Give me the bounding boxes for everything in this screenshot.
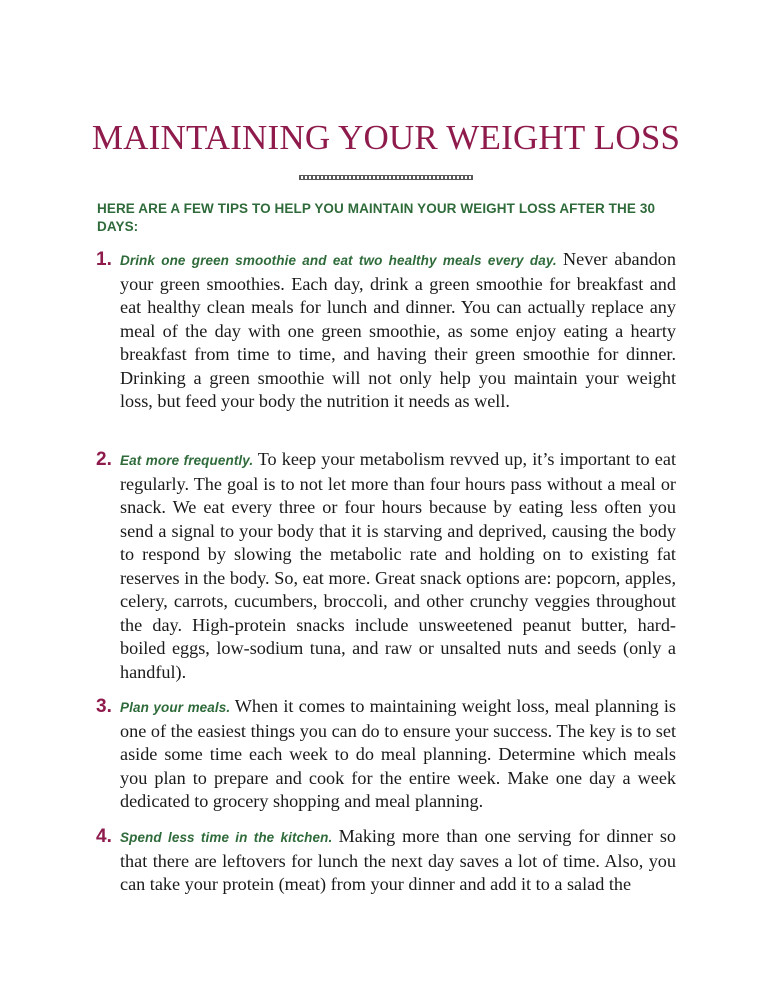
tip-number: 4. [96, 826, 112, 847]
tip-item [96, 248, 676, 414]
tip-item [96, 448, 676, 684]
tip-heading: Spend less time in the kitchen. [120, 830, 339, 845]
tip-body: To keep your metabolism revved up, it’s important to eat regularly. The goal is to not let more than four hours pass without a meal or snack. We eat every three or four hours because by eating less often you send a signal to your body that it is starving and deprived, causing the body to respond by slowing the metabolic rate and holding on to existing fat reserves in the body. So, eat more. Great snack options are: popcorn, apples, celery, carrots, cucumbers, broccoli, and other crunchy veggies throughout the day. High-protein snacks include unsweetened peanut butter, hard-boiled eggs, low-sodium tuna, and raw or unsalted nuts and seeds (only a handful). [120, 449, 676, 682]
intro-heading: HERE ARE A FEW TIPS TO HELP YOU MAINTAIN YOUR WEIGHT LOSS AFTER THE 30 DAYS: [97, 201, 656, 234]
page-title: MAINTAINING YOUR WEIGHT LOSS [91, 118, 681, 157]
tip-body: Never abandon your green smoothies. Each day, drink a green smoothie for breakfast and eat healthy clean meals for lunch and dinner. You can actually replace any meal of the day with one green smoothie, as some enjoy eating a hearty breakfast from time to time, and having their green smoothie for dinner. Drinking a green smoothie will not only help you maintain your weight loss, but feed your body the nutrition it needs as well. [120, 249, 676, 411]
tip-number: 2. [96, 449, 112, 470]
tip-number: 3. [96, 696, 112, 717]
tip-number: 1. [96, 249, 112, 270]
tip-item [96, 825, 677, 897]
tip-body: Making more than one serving for dinner so that there are leftovers for lunch the next day saves a lot of time. Also, you can take your protein (meat) from your dinner and add it to a salad the [120, 826, 677, 894]
tip-heading: Eat more frequently. [120, 453, 258, 468]
tip-body: When it comes to maintaining weight loss, meal planning is one of the easiest things you can do to ensure your success. The key is to set aside some time each week to do meal planning. Determine which meals you plan to prepare and cook for the entire week. Make one day a week dedicated to grocery shopping and meal planning. [120, 696, 676, 811]
decorative-divider [299, 175, 473, 180]
tip-item [96, 695, 676, 814]
tip-heading: Plan your meals. [120, 700, 235, 715]
tip-heading: Drink one green smoothie and eat two healthy meals every day. [120, 253, 564, 268]
